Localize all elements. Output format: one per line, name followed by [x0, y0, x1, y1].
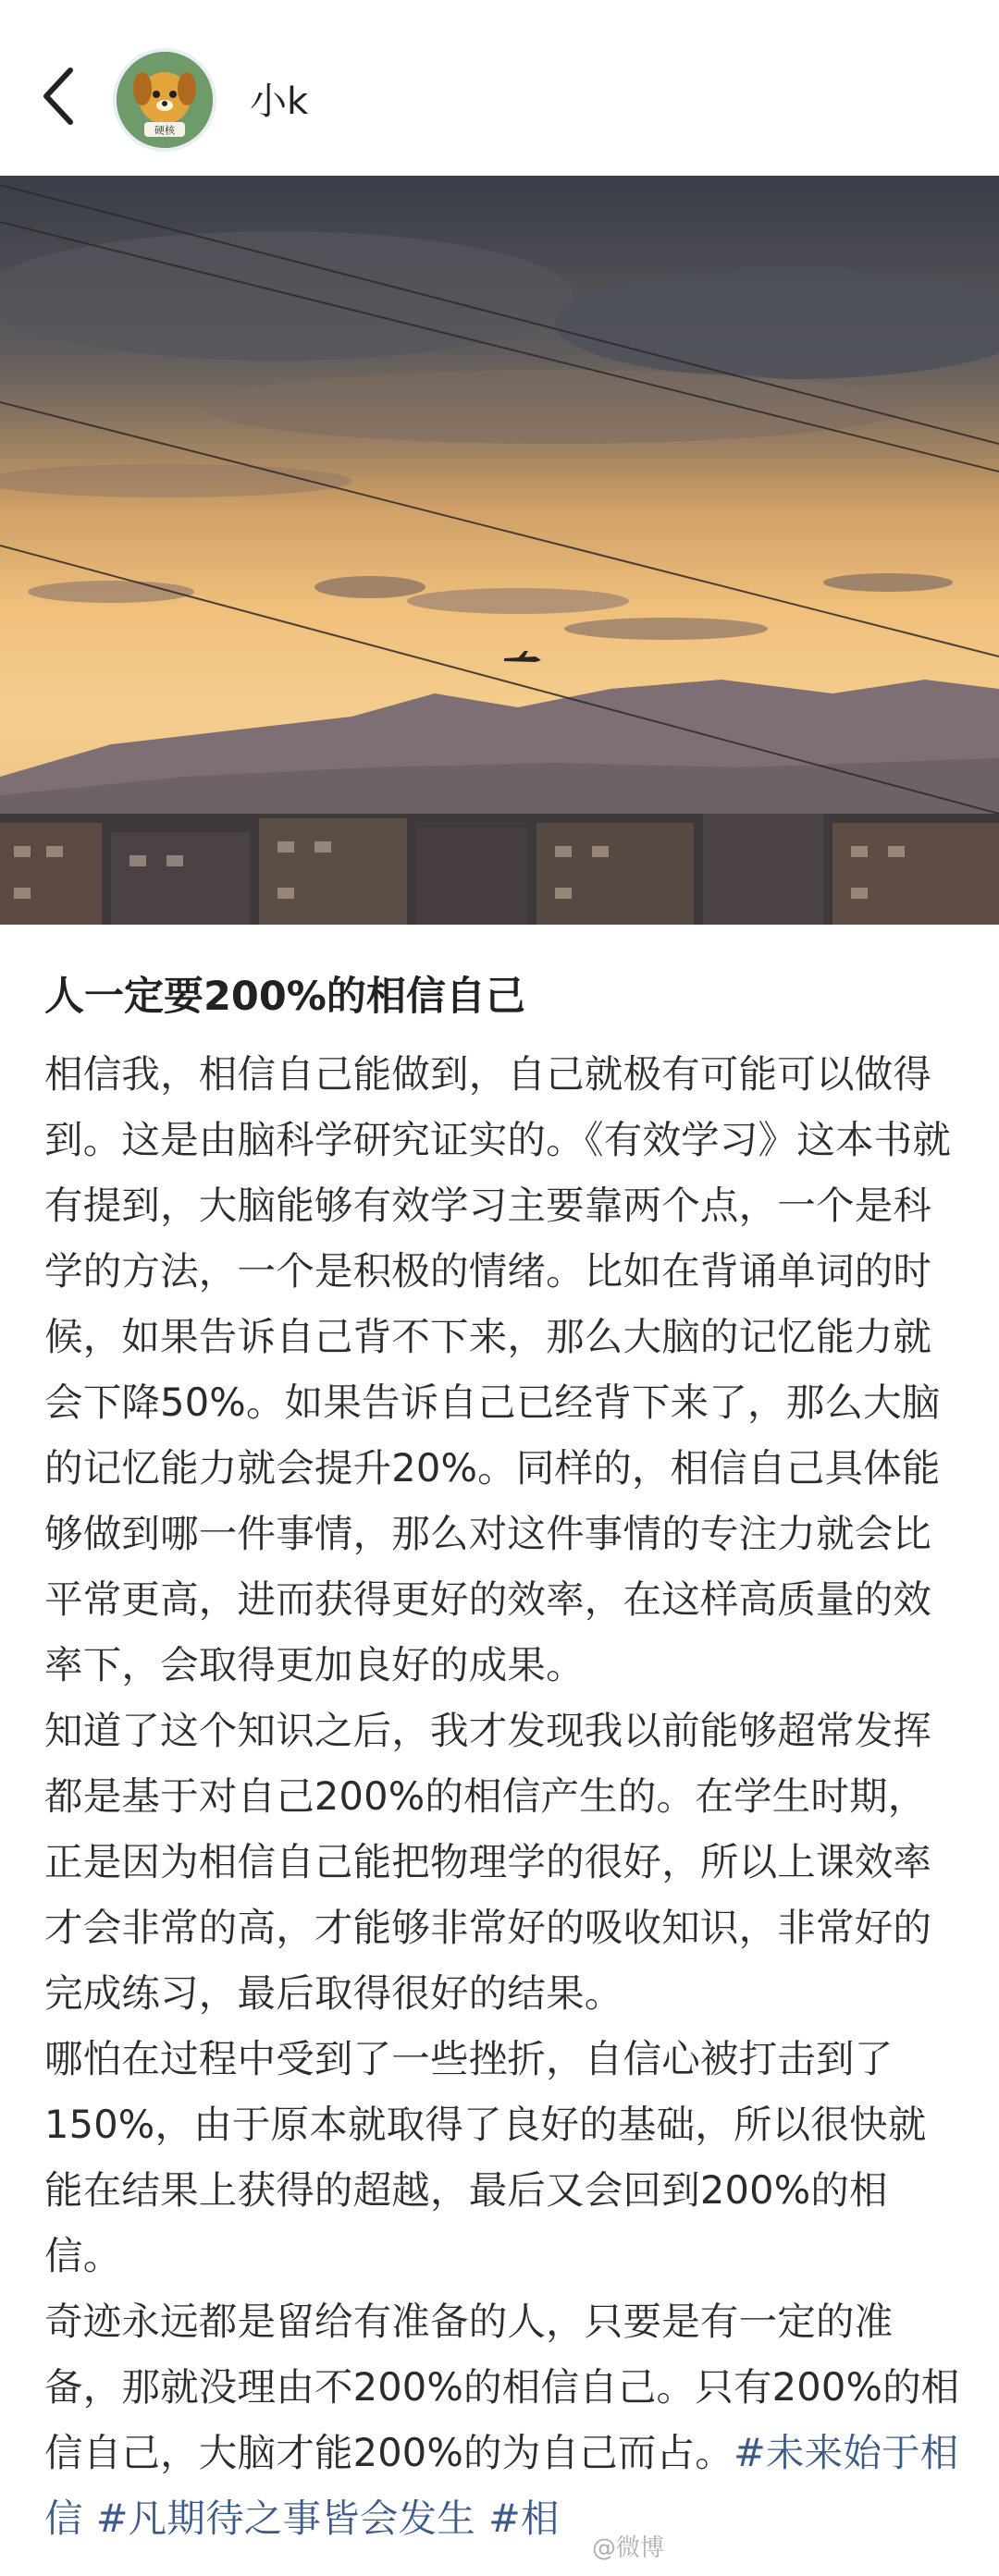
- dog-mascot-icon: [117, 52, 213, 148]
- paragraph-with-tags: [44, 2288, 960, 2551]
- svg-text:硬核: 硬核: [154, 124, 175, 137]
- top-bar: [0, 0, 999, 176]
- sunset-city-photo: [0, 176, 999, 925]
- post-title: 人一定要200%的相信自己: [44, 974, 525, 1020]
- chevron-left-icon: [33, 63, 85, 129]
- post-body: [44, 1041, 960, 2551]
- avatar[interactable]: [113, 48, 216, 152]
- hashtag[interactable]: #相: [487, 2496, 560, 2541]
- username[interactable]: 小k: [250, 80, 309, 123]
- hashtag[interactable]: #凡期待之事皆会发生: [95, 2496, 475, 2541]
- paragraph: 奇迹永远都是留给有准备的人，只要是有一定的准备，那就没理由不200%的相信自己。只有200%的相信自己，大脑才能200%的为自己而占。: [44, 2299, 960, 2475]
- paragraph: 知道了这个知识之后，我才发现我以前能够超常发挥都是基于对自己200%的相信产生的。在学生时期，正是因为相信自己能把物理学的很好，所以上课效率才会非常的高，才能够非常好的吸收知识，非常好的完成练习，最后取得很好的结果。: [44, 1708, 932, 2016]
- paragraph: 哪怕在过程中受到了一些挫折，自信心被打击到了150%，由于原本就取得了良好的基础，所以很快就能在结果上获得的超越，最后又会回到200%的相信。: [44, 2036, 927, 2278]
- hashtag[interactable]: #未来始于相信: [44, 2430, 959, 2541]
- watermark: @微博: [592, 2534, 665, 2562]
- paragraph: 相信我，相信自己能做到，自己就极有可能可以做得到。这是由脑科学研究证实的。《有效学习》这本书就有提到，大脑能够有效学习主要靠两个点，一个是科学的方法，一个是积极的情绪。比如在背诵单词的时候，如果告诉自己背不下来，那么大脑的记忆能力就会下降50%。如果告诉自己已经背下来了，那么大脑的记忆能力就会提升20%。同样的，相信自己具体能够做到哪一件事情，那么对这件事情的专注力就会比平常更高，进而获得更好的效率，在这样高质量的效率下，会取得更加良好的成果。: [44, 1051, 952, 1687]
- post-image[interactable]: [0, 176, 999, 925]
- back-button[interactable]: [33, 63, 85, 129]
